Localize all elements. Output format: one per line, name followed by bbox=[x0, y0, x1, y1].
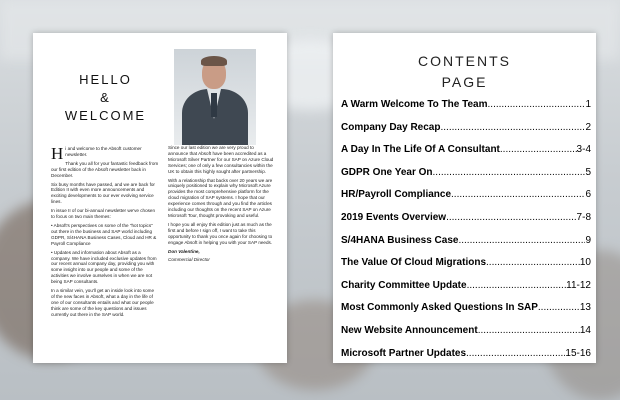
toc-entry[interactable] bbox=[341, 257, 591, 269]
toc-entry-page: 7-8 bbox=[576, 211, 591, 223]
paragraph: In a similar vein, you'll get an inside look into some of the new faces in Absoft, what a day in the life of one of our consultants entails and what our people think are some of the key questions and issues currently out there in the SAP world. bbox=[51, 288, 155, 317]
toc-entry[interactable] bbox=[341, 280, 591, 292]
welcome-page bbox=[33, 33, 287, 363]
toc-entry-page: 3-4 bbox=[576, 144, 591, 156]
toc-entry[interactable] bbox=[341, 189, 591, 201]
director-photo bbox=[174, 49, 256, 145]
toc-entry-title: Charity Committee Update bbox=[341, 279, 467, 291]
toc-entry[interactable] bbox=[341, 302, 591, 314]
toc-entry-page: 14 bbox=[579, 324, 591, 336]
paragraph: • Updates and information about Absoft as a company. We have included exclusive updates from our recent annual company day, providing you with some insight into our people and some of the activities we involve ourselves in when we are not being SAP consultants. bbox=[51, 249, 157, 285]
toc-entry-page: 10 bbox=[579, 257, 591, 269]
paragraph: Hi and welcome to the Absoft customer newsletter. bbox=[51, 144, 142, 163]
paragraph: With a relationship that backs over 20 years we are uniquely positioned to explain why Microsoft Azure provides the most comprehensive platform for the cloud migration of SAP systems. I hope that our experience comes through and you find the articles including our thoughts on the recent SAP on Azure Microsoft Tour, thought provoking and useful. bbox=[168, 177, 273, 218]
paragraph: I hope you all enjoy this edition just as much as the first and before I sign off, I want to take this opportunity to thank you once again for choosing to engage Absoft in helping you with your SAP needs. bbox=[168, 221, 273, 245]
toc-entry[interactable] bbox=[341, 144, 591, 156]
contents-list bbox=[341, 99, 591, 370]
toc-entry-title: Company Day Recap bbox=[341, 121, 441, 133]
toc-entry-title: A Day In The Life Of A Consultant bbox=[341, 144, 500, 156]
toc-entry-page: 5 bbox=[585, 166, 591, 178]
toc-entry-page: 6 bbox=[585, 189, 591, 201]
paragraph: Since our last edition we are very proud to announce that Absoft have been accredited as a Microsoft Silver Partner for our SAP on Azure Cloud Services; one of only a few consultancies within the UK to obtain this highly sought after partnership. bbox=[168, 145, 274, 174]
toc-entry-page: 11-12 bbox=[566, 279, 591, 291]
toc-entry-page: 13 bbox=[579, 302, 591, 314]
toc-entry-page: 2 bbox=[585, 121, 591, 133]
toc-entry[interactable] bbox=[341, 325, 591, 337]
toc-entry-title: S/4HANA Business Case bbox=[341, 234, 459, 246]
paragraph: Six busy months have passed, and we are back for Edition II with even more announcements and exciting developments to our ever evolving service lines. bbox=[51, 181, 155, 205]
toc-entry-page: 1 bbox=[585, 99, 591, 110]
signature-name: Don Valentine, bbox=[168, 248, 200, 254]
toc-entry-title: Most Commonly Asked Questions In SAP bbox=[341, 302, 538, 314]
toc-entry-title: New Website Announcement bbox=[341, 324, 478, 336]
toc-entry-title: A Warm Welcome To The Team bbox=[341, 99, 488, 110]
toc-entry-title: HR/Payroll Compliance bbox=[341, 189, 452, 201]
welcome-heading-line: & bbox=[100, 90, 111, 105]
welcome-column-right bbox=[168, 145, 274, 266]
signature-title: Commercial Director bbox=[168, 257, 210, 263]
toc-entry[interactable] bbox=[341, 348, 591, 360]
toc-entry-title: 2019 Events Overview bbox=[341, 211, 447, 223]
toc-entry-page: 9 bbox=[585, 234, 591, 246]
contents-title: CONTENTS bbox=[418, 53, 511, 69]
contents-subtitle: PAGE bbox=[441, 74, 488, 90]
toc-entry[interactable] bbox=[341, 122, 591, 134]
toc-entry-title: GDPR One Year On bbox=[341, 166, 433, 178]
toc-entry-page: 15-16 bbox=[565, 347, 591, 359]
toc-entry[interactable] bbox=[341, 235, 591, 247]
toc-entry-title: The Value Of Cloud Migrations bbox=[341, 257, 487, 269]
welcome-column-left bbox=[51, 146, 159, 321]
toc-entry[interactable] bbox=[341, 99, 591, 111]
paragraph: In issue II of our bi-annual newsletter we've chosen to focus on two main themes: bbox=[51, 208, 156, 220]
welcome-heading-line: WELCOME bbox=[64, 108, 147, 123]
paragraph: Thank you all for your fantastic feedback from our first edition of the Absoft newsletter back in December. bbox=[51, 160, 159, 178]
dropcap: H bbox=[51, 144, 64, 163]
welcome-heading bbox=[33, 71, 178, 125]
welcome-heading-line: HELLO bbox=[79, 72, 132, 87]
paragraph: • Absoft's perspectives on some of the "hot topics" out there in the business and SAP world including GDPR, S/4HANA Business Cases, Cloud and HR & Payroll Compliance bbox=[51, 222, 157, 246]
toc-entry-title: Microsoft Partner Updates bbox=[341, 347, 467, 359]
toc-entry[interactable] bbox=[341, 167, 591, 179]
contents-page bbox=[333, 33, 596, 363]
toc-entry[interactable] bbox=[341, 212, 591, 224]
